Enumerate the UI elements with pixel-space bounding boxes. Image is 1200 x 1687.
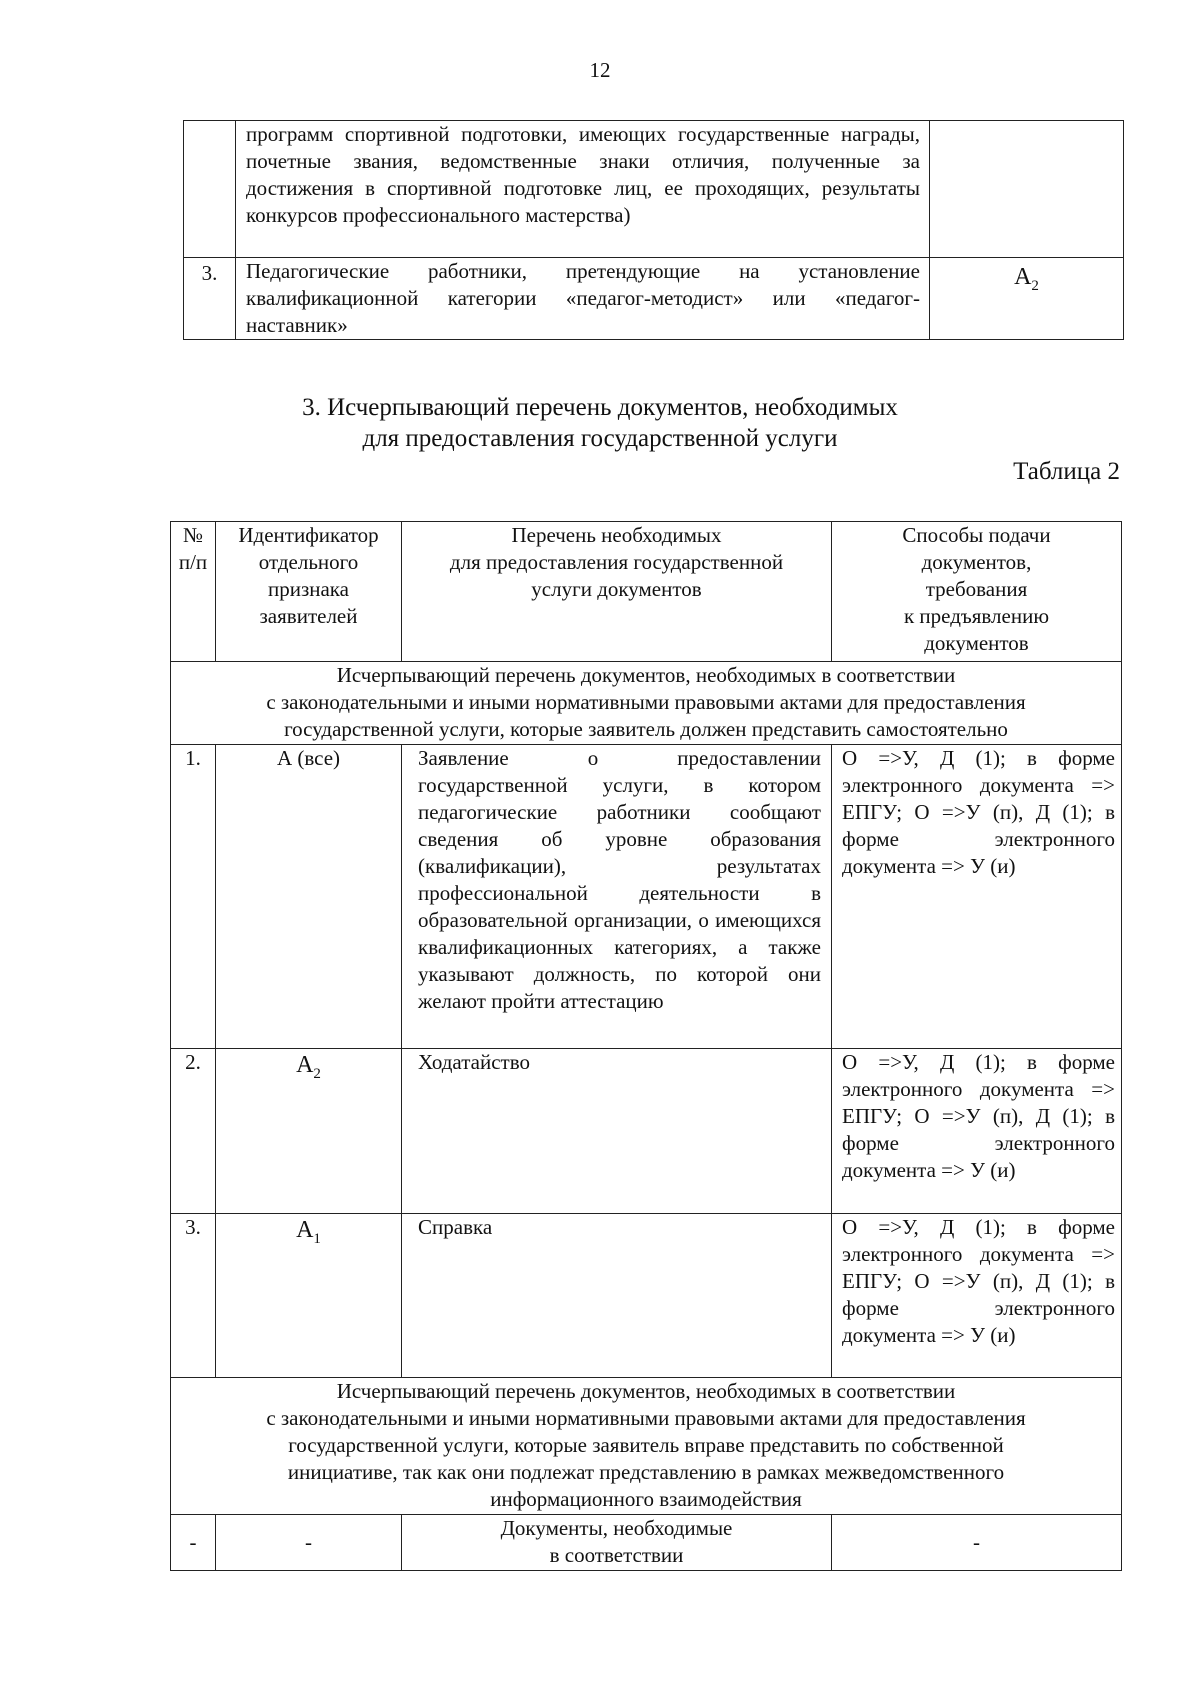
header-methods: Способы подачи документов, требования к предъявлению документов — [832, 522, 1122, 662]
row-number: 2. — [171, 1049, 216, 1214]
section-row — [171, 662, 1122, 745]
row-identifier: А (все) — [216, 745, 402, 1049]
identifier-subscript: 2 — [313, 1065, 321, 1082]
header-num: № п/п — [171, 522, 216, 662]
row-number — [184, 121, 236, 258]
table-header-row — [171, 522, 1122, 662]
identifier-letter: А — [296, 1217, 314, 1243]
row-number: 3. — [184, 258, 236, 340]
row-document: Справка — [402, 1214, 832, 1378]
identifier-letter: А — [1014, 264, 1032, 290]
section-heading-optional: Исчерпывающий перечень документов, необходимых в соответствии с законодательными и иными нормативными правовыми актами для предоставления государственной услуги, которые заявитель вправе представить по собственной инициативе, так как они подлежат представлению в рамках межведомственного информационного взаимодействия — [171, 1378, 1122, 1515]
attestation-categories-table — [183, 120, 1124, 340]
identifier-letter: А — [296, 1052, 314, 1078]
table-row — [171, 745, 1122, 1049]
row-method: - — [832, 1515, 1122, 1571]
header-identifier: Идентификатор отдельного признака заявителей — [216, 522, 402, 662]
row-identifier — [216, 1049, 402, 1214]
documents-table — [170, 521, 1122, 1571]
table-row — [171, 1049, 1122, 1214]
section-title-line: 3. Исчерпывающий перечень документов, необходимых — [302, 394, 898, 421]
row-identifier — [930, 258, 1124, 340]
header-documents: Перечень необходимых для предоставления государственной услуги документов — [402, 522, 832, 662]
identifier-subscript: 2 — [1031, 277, 1039, 294]
row-identifier — [216, 1214, 402, 1378]
page-number: 12 — [589, 58, 611, 82]
row-identifier — [930, 121, 1124, 258]
row-number: - — [171, 1515, 216, 1571]
row-description: Педагогические работники, претендующие на установление квалификационной категории «педагог-методист» или «педагог-наставник» — [236, 258, 930, 340]
table-label: Таблица 2 — [1013, 458, 1120, 485]
row-method: О =>У, Д (1); в форме электронного документа => ЕПГУ; О =>У (п), Д (1); в форме электронного документа => У (и) — [832, 1214, 1122, 1378]
identifier-subscript: 1 — [313, 1230, 321, 1247]
table-row — [184, 258, 1124, 340]
row-number: 1. — [171, 745, 216, 1049]
section-title-line: для предоставления государственной услуги — [362, 425, 838, 452]
section-heading-mandatory: Исчерпывающий перечень документов, необходимых в соответствии с законодательными и иными нормативными правовыми актами для предоставления государственной услуги, которые заявитель должен представить самостоятельно — [171, 662, 1122, 745]
table-row — [171, 1214, 1122, 1378]
row-identifier: - — [216, 1515, 402, 1571]
section-title — [0, 392, 1200, 454]
table-row — [184, 121, 1124, 258]
row-document: Ходатайство — [402, 1049, 832, 1214]
row-description: программ спортивной подготовки, имеющих государственные награды, почетные звания, ведомственные знаки отличия, полученные за достижения в спортивной подготовке лиц, ее проходящих, результаты конкурсов профессионального мастерства) — [236, 121, 930, 258]
row-document: Документы, необходимые в соответствии — [402, 1515, 832, 1571]
table-row — [171, 1515, 1122, 1571]
row-document: Заявление о предоставлении государственной услуги, в котором педагогические работники сообщают сведения об уровне образования (квалификации), результатах профессиональной деятельности в образовательной организации, о имеющихся квалификационных категориях, а также указывают должность, по которой они желают пройти аттестацию — [402, 745, 832, 1049]
row-number: 3. — [171, 1214, 216, 1378]
row-method: О =>У, Д (1); в форме электронного документа => ЕПГУ; О =>У (п), Д (1); в форме электронного документа => У (и) — [832, 745, 1122, 1049]
section-row — [171, 1378, 1122, 1515]
row-method: О =>У, Д (1); в форме электронного документа => ЕПГУ; О =>У (п), Д (1); в форме электронного документа => У (и) — [832, 1049, 1122, 1214]
